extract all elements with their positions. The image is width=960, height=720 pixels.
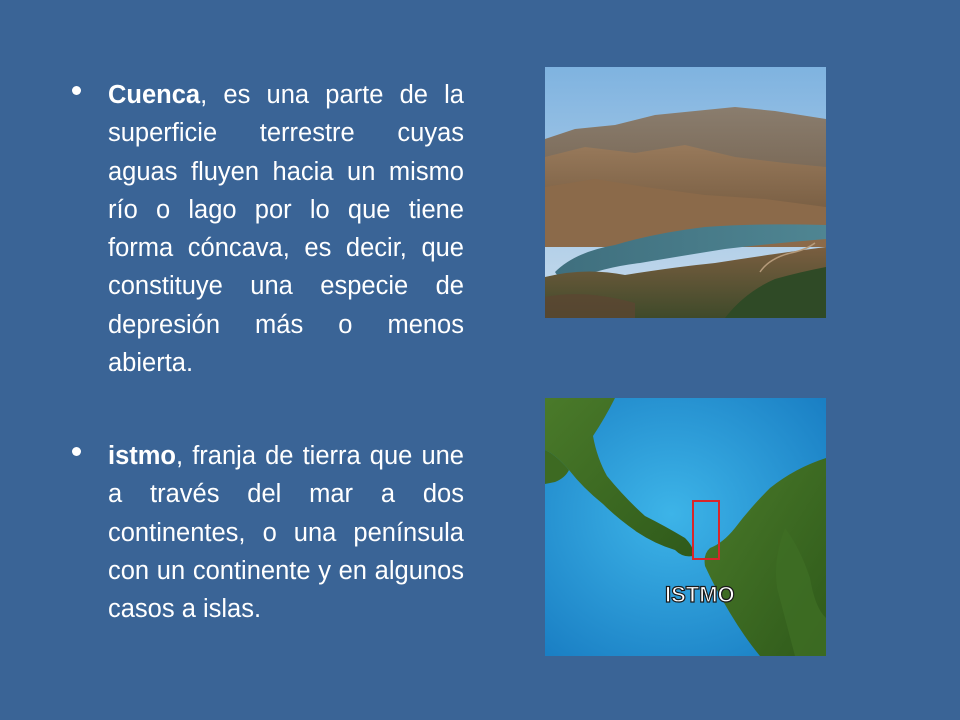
bullet-istmo <box>72 437 464 628</box>
term-istmo: istmo <box>108 442 177 470</box>
bullet-icon <box>72 447 81 456</box>
bullet-text <box>108 76 464 382</box>
basin-photo <box>545 67 826 318</box>
isthmus-map-icon <box>545 398 826 656</box>
bullet-text <box>108 437 464 628</box>
term-cuenca: Cuenca <box>108 81 201 109</box>
definition-istmo: , franja de tierra que une a través del mar a dos continentes, o una península con un continente y en algunos casos a islas. <box>108 442 464 624</box>
definition-cuenca: , es una parte de la superficie terrestre cuyas aguas fluyen hacia un mismo río o lago por lo que tiene forma cóncava, es decir, que constituye una especie de depresión más o menos abierta. <box>108 81 464 378</box>
bullet-icon <box>72 86 81 95</box>
bullet-cuenca <box>72 76 464 382</box>
basin-landscape-photo-icon <box>545 67 826 318</box>
istmo-map-label: ISTMO <box>665 582 735 607</box>
isthmus-map <box>545 398 826 656</box>
